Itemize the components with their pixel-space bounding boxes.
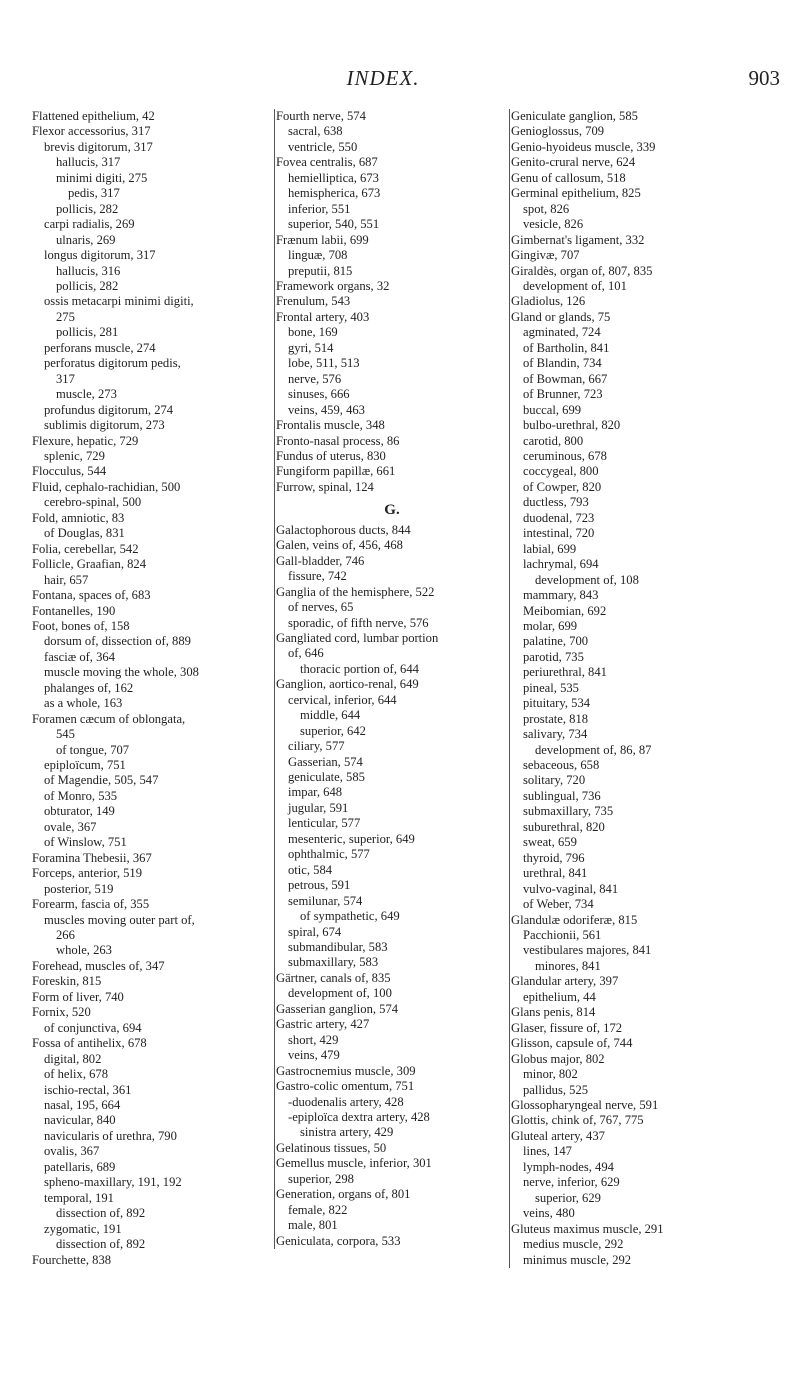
index-entry: Genio-hyoideus muscle, 339 xyxy=(511,139,656,154)
index-entry: female, 822 xyxy=(288,1202,348,1217)
index-entry: temporal, 191 xyxy=(44,1190,114,1205)
index-entry: Gangliated cord, lumbar portion xyxy=(276,630,439,645)
index-entry: dissection of, 892 xyxy=(56,1237,146,1252)
index-entry: Frontalis muscle, 348 xyxy=(276,418,385,433)
index-entry: middle, 644 xyxy=(300,708,361,723)
index-entry: brevis digitorum, 317 xyxy=(44,139,153,154)
index-entry: minimus muscle, 292 xyxy=(523,1252,632,1267)
index-entry: fissure, 742 xyxy=(288,569,347,584)
index-entry: Flattened epithelium, 42 xyxy=(32,109,155,123)
index-entry: sublingual, 736 xyxy=(523,788,601,803)
index-entry: jugular, 591 xyxy=(288,800,349,815)
index-entry: Foramina Thebesii, 367 xyxy=(32,850,152,865)
page-header xyxy=(0,56,801,96)
index-entry: Flexor accessorius, 317 xyxy=(32,124,151,139)
index-entry: hair, 657 xyxy=(44,572,89,587)
index-entry: dissection of, 892 xyxy=(56,1206,146,1221)
index-entry: Gastro-colic omentum, 751 xyxy=(276,1079,415,1094)
index-entry: lymph-nodes, 494 xyxy=(523,1159,614,1174)
index-entry: spheno-maxillary, 191, 192 xyxy=(44,1175,182,1190)
index-entry: submaxillary, 583 xyxy=(288,955,379,970)
index-entry: phalanges of, 162 xyxy=(44,680,134,695)
index-entry: Giraldès, organ of, 807, 835 xyxy=(511,263,653,278)
index-entry: pallidus, 525 xyxy=(523,1082,589,1097)
index-entry: inferior, 551 xyxy=(288,201,351,216)
index-entry: vestibulares majores, 841 xyxy=(523,943,652,958)
index-entry: duodenal, 723 xyxy=(523,510,595,525)
index-entry: Fronto-nasal process, 86 xyxy=(276,433,400,448)
index-entry: Framework organs, 32 xyxy=(276,278,390,293)
index-entry: submaxillary, 735 xyxy=(523,804,614,819)
index-entry: ischio-rectal, 361 xyxy=(44,1082,132,1097)
index-entry: short, 429 xyxy=(288,1032,339,1047)
index-entry: 545 xyxy=(56,727,75,742)
index-entry: longus digitorum, 317 xyxy=(44,248,156,263)
index-entry: parotid, 735 xyxy=(523,649,584,664)
index-entry: splenic, 729 xyxy=(44,448,105,463)
index-entry: vulvo-vaginal, 841 xyxy=(523,881,619,896)
index-entry: 275 xyxy=(56,309,75,324)
index-entry: Gasserian ganglion, 574 xyxy=(276,1001,399,1016)
index-entry: patellaris, 689 xyxy=(44,1159,116,1174)
index-entry: of Winslow, 751 xyxy=(44,835,127,850)
index-entry: male, 801 xyxy=(288,1218,338,1233)
index-entry: Frenulum, 543 xyxy=(276,294,351,309)
index-entry: vesicle, 826 xyxy=(523,217,584,232)
index-entry: ossis metacarpi minimi digiti, xyxy=(44,294,194,309)
index-entry: Geniculate ganglion, 585 xyxy=(511,109,638,123)
index-entry: of Bartholin, 841 xyxy=(523,340,610,355)
index-entry: Folia, cerebellar, 542 xyxy=(32,541,139,556)
index-entry: Pacchionii, 561 xyxy=(523,928,602,943)
index-entry: of Brunner, 723 xyxy=(523,387,603,402)
index-entry: minimi digiti, 275 xyxy=(56,170,148,185)
index-entry: Meibomian, 692 xyxy=(523,603,607,618)
index-entry: veins, 459, 463 xyxy=(288,402,365,417)
index-entry: Gasserian, 574 xyxy=(288,754,363,769)
index-entry: nasal, 195, 664 xyxy=(44,1098,121,1112)
index-entry: ovale, 367 xyxy=(44,819,97,834)
index-entry: minores, 841 xyxy=(535,958,601,973)
index-entry: Foramen cæcum of oblongata, xyxy=(32,711,186,726)
index-entry: solitary, 720 xyxy=(523,773,586,788)
index-entry: Forearm, fascia of, 355 xyxy=(32,897,150,912)
index-entry: agminated, 724 xyxy=(523,325,601,340)
index-entry: hemispherica, 673 xyxy=(288,186,381,201)
index-entry: Fundus of uterus, 830 xyxy=(276,448,386,463)
index-entry: development of, 108 xyxy=(535,572,639,587)
index-entry: Fornix, 520 xyxy=(32,1005,91,1020)
index-entry: cervical, inferior, 644 xyxy=(288,692,397,707)
index-entry: -duodenalis artery, 428 xyxy=(288,1094,404,1109)
index-entry: of Blandin, 734 xyxy=(523,356,602,371)
index-entry: Galen, veins of, 456, 468 xyxy=(276,538,403,553)
index-entry: Gastric artery, 427 xyxy=(276,1017,370,1032)
index-entry: pineal, 535 xyxy=(523,680,579,695)
index-entry: sinuses, 666 xyxy=(288,387,350,402)
index-entry: lines, 147 xyxy=(523,1144,572,1159)
index-entry: of conjunctiva, 694 xyxy=(44,1020,142,1035)
index-entry: sinistra artery, 429 xyxy=(300,1125,394,1140)
index-entry: carotid, 800 xyxy=(523,433,584,448)
index-entry: petrous, 591 xyxy=(288,878,351,893)
index-entry: mammary, 843 xyxy=(523,588,599,603)
index-entry: perforatus digitorum pedis, xyxy=(44,356,181,371)
index-entry: Gastrocnemius muscle, 309 xyxy=(276,1063,416,1078)
index-entry: Foot, bones of, 158 xyxy=(32,618,130,633)
index-entry: veins, 480 xyxy=(523,1206,575,1221)
index-entry: geniculate, 585 xyxy=(288,770,365,785)
index-entry: Gingivæ, 707 xyxy=(511,248,580,263)
index-entry: palatine, 700 xyxy=(523,634,589,649)
index-entry: ceruminous, 678 xyxy=(523,448,607,463)
index-entry: fasciæ of, 364 xyxy=(44,649,115,664)
index-entry: muscle, 273 xyxy=(56,387,117,402)
index-entry: of nerves, 65 xyxy=(288,600,354,615)
index-entry: Glandular artery, 397 xyxy=(511,974,619,989)
index-entry: otic, 584 xyxy=(288,862,333,877)
index-entry: of Cowper, 820 xyxy=(523,479,602,494)
index-entry: Gladiolus, 126 xyxy=(511,294,586,309)
index-entry: development of, 101 xyxy=(523,278,627,293)
index-entry: -epiploïca dextra artery, 428 xyxy=(288,1110,430,1124)
index-entry: sebaceous, 658 xyxy=(523,758,600,773)
index-entry: Gemellus muscle, inferior, 301 xyxy=(276,1156,432,1171)
index-entry: lachrymal, 694 xyxy=(523,557,599,572)
index-entry: Genioglossus, 709 xyxy=(511,124,605,139)
index-entry: gyri, 514 xyxy=(288,340,334,355)
index-entry: linguæ, 708 xyxy=(288,248,348,263)
index-entry: of tongue, 707 xyxy=(56,742,130,757)
index-entry: obturator, 149 xyxy=(44,804,115,819)
index-entry: Gluteus maximus muscle, 291 xyxy=(511,1221,664,1236)
index-entry: Fossa of antihelix, 678 xyxy=(32,1036,147,1051)
index-entry: Genu of callosum, 518 xyxy=(511,170,626,185)
index-entry: sporadic, of fifth nerve, 576 xyxy=(288,615,429,630)
index-entry: preputii, 815 xyxy=(288,263,353,278)
index-entry: pollicis, 281 xyxy=(56,325,119,340)
index-entry: Fontanelles, 190 xyxy=(32,603,116,618)
index-entry: Galactophorous ducts, 844 xyxy=(276,522,411,537)
index-entry: prostate, 818 xyxy=(523,711,589,726)
index-entry: urethral, 841 xyxy=(523,866,588,881)
index-entry: thyroid, 796 xyxy=(523,850,585,865)
index-entry: Frontal artery, 403 xyxy=(276,309,370,324)
index-entry: digital, 802 xyxy=(44,1051,102,1066)
index-entry: ciliary, 577 xyxy=(288,739,345,754)
index-entry: Fontana, spaces of, 683 xyxy=(32,588,151,603)
index-entry: Genito-crural nerve, 624 xyxy=(511,155,636,170)
index-entry: nerve, inferior, 629 xyxy=(523,1175,620,1190)
index-entry: Flexure, hepatic, 729 xyxy=(32,433,139,448)
index-entry: Foreskin, 815 xyxy=(32,974,102,989)
index-entry: thoracic portion of, 644 xyxy=(300,661,419,676)
index-entry: dorsum of, dissection of, 889 xyxy=(44,634,191,649)
index-entry: coccygeal, 800 xyxy=(523,464,599,479)
index-entry: development of, 86, 87 xyxy=(535,742,652,757)
index-entry: Glisson, capsule of, 744 xyxy=(511,1036,633,1051)
index-entry: periurethral, 841 xyxy=(523,665,607,680)
index-entry: Ganglia of the hemisphere, 522 xyxy=(276,584,435,599)
index-entry: Fluid, cephalo-rachidian, 500 xyxy=(32,479,181,494)
index-entry: hallucis, 316 xyxy=(56,263,121,278)
index-entry: of Douglas, 831 xyxy=(44,526,125,541)
index-entry: Flocculus, 544 xyxy=(32,464,107,479)
index-entry: Germinal epithelium, 825 xyxy=(511,186,641,201)
index-entry: of helix, 678 xyxy=(44,1067,109,1082)
index-entry: zygomatic, 191 xyxy=(44,1221,122,1236)
index-entry: superior, 642 xyxy=(300,723,366,738)
index-entry: Gluteal artery, 437 xyxy=(511,1128,605,1143)
index-entry: Furrow, spinal, 124 xyxy=(276,479,374,494)
index-entry: buccal, 699 xyxy=(523,402,582,417)
index-entry: hemielliptica, 673 xyxy=(288,170,379,185)
index-entry: Glandulæ odoriferæ, 815 xyxy=(511,912,638,927)
index-entry: labial, 699 xyxy=(523,541,577,556)
index-entry: Form of liver, 740 xyxy=(32,989,124,1004)
index-entry: development of, 100 xyxy=(288,986,392,1001)
index-entry: hallucis, 317 xyxy=(56,155,121,170)
index-entry: Fovea centralis, 687 xyxy=(276,155,378,170)
index-entry: molar, 699 xyxy=(523,618,578,633)
index-entry: navicularis of urethra, 790 xyxy=(44,1128,177,1143)
index-entry: suburethral, 820 xyxy=(523,819,605,834)
index-entry: sacral, 638 xyxy=(288,124,343,139)
index-entry: veins, 479 xyxy=(288,1048,340,1063)
index-entry: of sympathetic, 649 xyxy=(300,909,400,924)
index-entry: Fungiform papillæ, 661 xyxy=(276,464,396,479)
index-entry: of Magendie, 505, 547 xyxy=(44,773,159,788)
index-entry: Fourth nerve, 574 xyxy=(276,109,366,123)
index-entry: Generation, organs of, 801 xyxy=(276,1187,411,1202)
index-entry: epiploïcum, 751 xyxy=(44,758,126,773)
index-column-2 xyxy=(274,109,508,1249)
index-entry: pedis, 317 xyxy=(68,186,120,201)
index-entry: profundus digitorum, 274 xyxy=(44,402,174,417)
index-entry: Geniculata, corpora, 533 xyxy=(276,1233,401,1248)
index-column-1 xyxy=(32,109,268,1268)
index-entry: mesenteric, superior, 649 xyxy=(288,831,415,846)
index-entry: Globus major, 802 xyxy=(511,1051,605,1066)
index-entry: ductless, 793 xyxy=(523,495,589,510)
index-entry: perforans muscle, 274 xyxy=(44,340,156,355)
index-entry: carpi radialis, 269 xyxy=(44,217,135,232)
index-entry: Forceps, anterior, 519 xyxy=(32,866,143,881)
index-entry: minor, 802 xyxy=(523,1067,578,1082)
index-entry: ventricle, 550 xyxy=(288,139,358,154)
index-entry: Gärtner, canals of, 835 xyxy=(276,970,391,985)
index-entry: cerebro-spinal, 500 xyxy=(44,495,142,510)
index-entry: Ganglion, aortico-renal, 649 xyxy=(276,677,419,692)
index-entry: superior, 540, 551 xyxy=(288,217,380,232)
index-entry: Fourchette, 838 xyxy=(32,1252,112,1267)
index-entry: sublimis digitorum, 273 xyxy=(44,418,165,433)
index-entry: Gall-bladder, 746 xyxy=(276,553,365,568)
index-entry: Fold, amniotic, 83 xyxy=(32,510,125,525)
index-entry: superior, 298 xyxy=(288,1171,354,1186)
index-entry: Glaser, fissure of, 172 xyxy=(511,1020,623,1035)
page-number: 903 xyxy=(748,66,780,90)
index-entry: sweat, 659 xyxy=(523,835,577,850)
index-entry: Forehead, muscles of, 347 xyxy=(32,958,165,973)
index-entry: impar, 648 xyxy=(288,785,343,800)
index-entry: Frænum labii, 699 xyxy=(276,232,369,247)
index-entry: submandibular, 583 xyxy=(288,940,388,955)
index-entry: semilunar, 574 xyxy=(288,893,363,908)
index-entry: as a whole, 163 xyxy=(44,696,123,711)
index-entry: nerve, 576 xyxy=(288,371,342,386)
index-entry: salivary, 734 xyxy=(523,727,588,742)
index-entry: Follicle, Graafian, 824 xyxy=(32,557,147,572)
index-entry: Gland or glands, 75 xyxy=(511,309,611,324)
index-entry: of Weber, 734 xyxy=(523,897,594,912)
index-entry: of Monro, 535 xyxy=(44,788,118,803)
index-entry: of Bowman, 667 xyxy=(523,371,608,386)
index-entry: ovalis, 367 xyxy=(44,1144,100,1159)
index-entry: muscle moving the whole, 308 xyxy=(44,665,199,680)
section-letter: G. xyxy=(384,502,400,519)
index-entry: bulbo-urethral, 820 xyxy=(523,418,621,433)
index-entry: whole, 263 xyxy=(56,943,112,958)
index-entry: ulnaris, 269 xyxy=(56,232,116,247)
index-entry: spiral, 674 xyxy=(288,924,342,939)
index-entry: of, 646 xyxy=(288,646,324,661)
index-entry: pollicis, 282 xyxy=(56,201,119,216)
index-entry: intestinal, 720 xyxy=(523,526,595,541)
index-column-3 xyxy=(509,109,773,1268)
index-entry: Gimbernat's ligament, 332 xyxy=(511,232,645,247)
index-entry: 317 xyxy=(56,371,75,386)
index-entry: ophthalmic, 577 xyxy=(288,847,370,862)
index-entry: pituitary, 534 xyxy=(523,696,591,711)
index-entry: lenticular, 577 xyxy=(288,816,361,831)
index-entry: Glottis, chink of, 767, 775 xyxy=(511,1113,644,1128)
index-entry: Glossopharyngeal nerve, 591 xyxy=(511,1098,659,1112)
index-entry: 266 xyxy=(56,928,75,943)
index-entry: bone, 169 xyxy=(288,325,338,340)
running-title: INDEX. xyxy=(346,66,420,90)
index-entry: navicular, 840 xyxy=(44,1113,116,1128)
index-entry: muscles moving outer part of, xyxy=(44,912,195,927)
index-entry: spot, 826 xyxy=(523,201,570,216)
index-entry: medius muscle, 292 xyxy=(523,1237,624,1252)
index-entry: superior, 629 xyxy=(535,1190,601,1205)
index-entry: epithelium, 44 xyxy=(523,989,596,1004)
index-entry: lobe, 511, 513 xyxy=(288,356,360,371)
index-entry: pollicis, 282 xyxy=(56,278,119,293)
index-entry: Glans penis, 814 xyxy=(511,1005,596,1020)
index-entry: posterior, 519 xyxy=(44,881,114,896)
index-entry: Gelatinous tissues, 50 xyxy=(276,1140,387,1155)
